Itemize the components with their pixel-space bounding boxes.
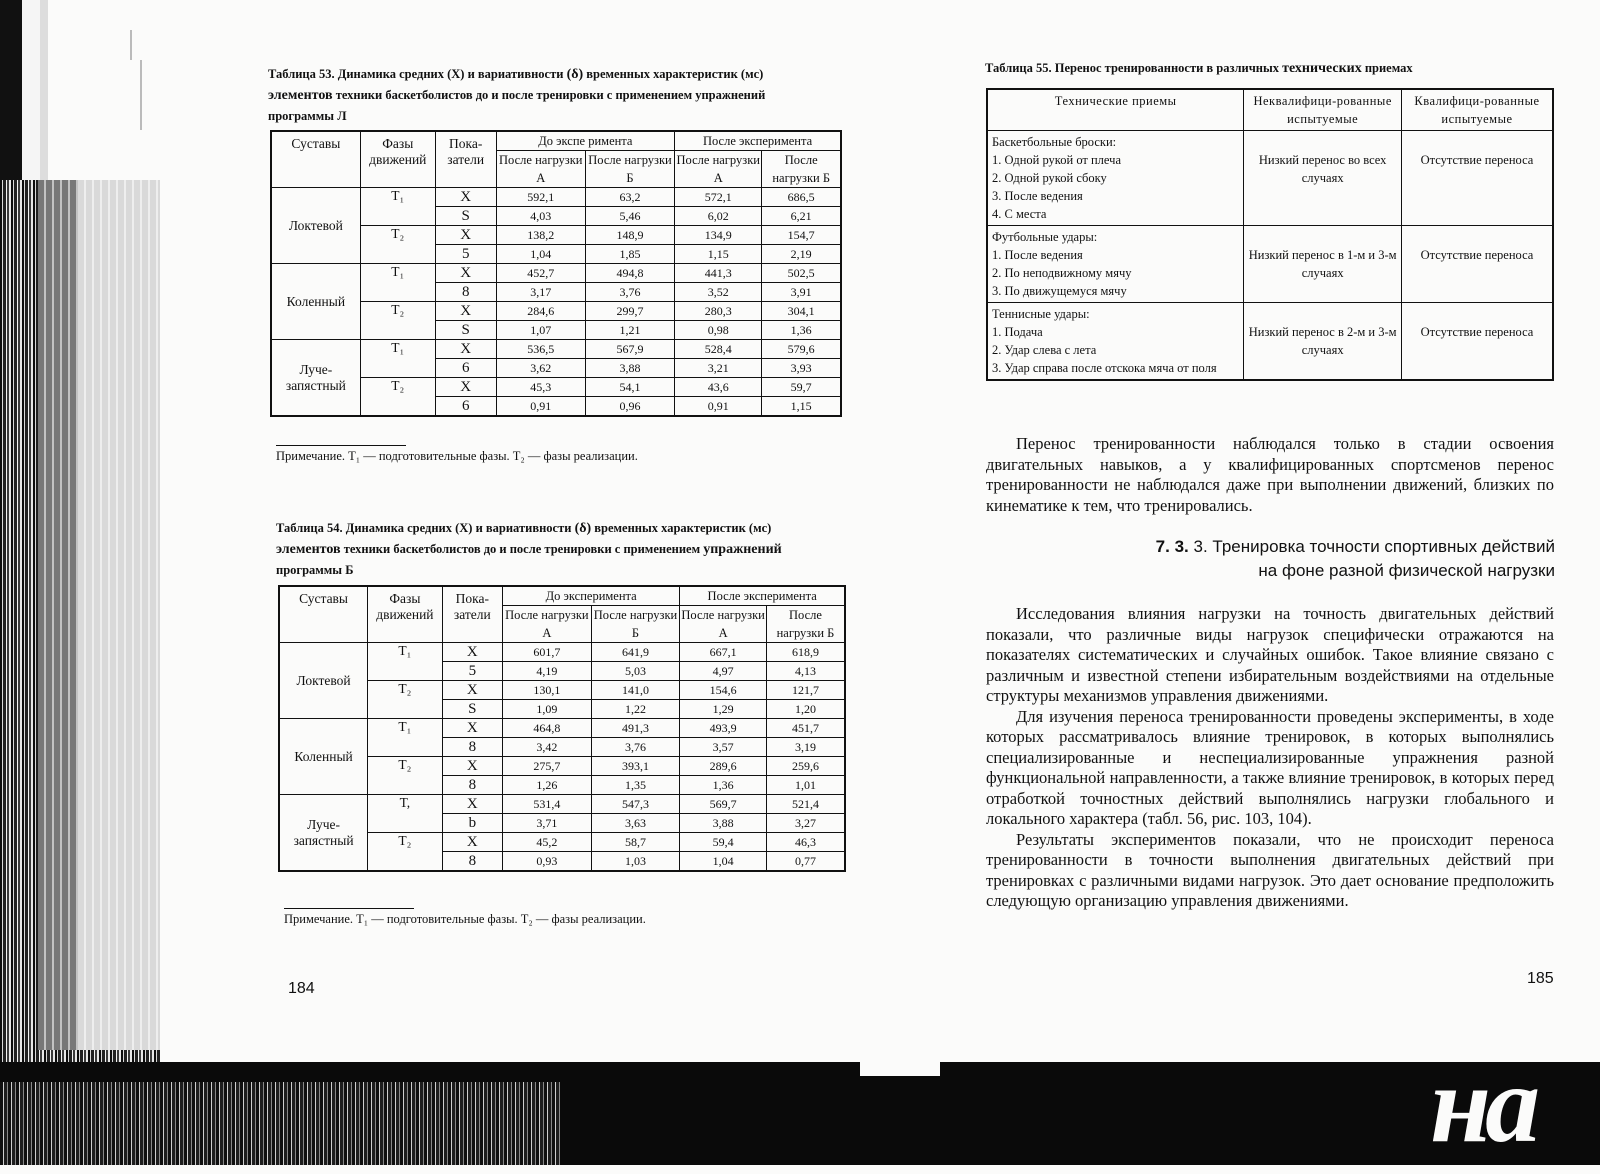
value-cell: 393,1	[591, 757, 680, 776]
value-cell: 528,4	[675, 340, 762, 359]
indicator-cell: X	[435, 188, 496, 207]
technique-item: 3. Удар справа после отскока мяча от поля	[992, 361, 1217, 375]
header-row	[987, 89, 1553, 131]
indicator-cell: X	[435, 302, 496, 321]
value-cell: 0,91	[496, 397, 585, 417]
header-after: После эксперимента	[680, 586, 845, 606]
value-cell: 3,88	[680, 814, 767, 833]
table55-body	[987, 89, 1553, 380]
scan-mark	[130, 30, 132, 60]
table-row	[271, 188, 841, 207]
value-cell: 45,2	[503, 833, 592, 852]
qualified-cell: Отсутствие переноса	[1401, 226, 1553, 303]
value-cell: 3,93	[762, 359, 841, 378]
value-cell: 0,93	[503, 852, 592, 872]
table-row	[279, 643, 845, 662]
indicator-cell: 8	[435, 283, 496, 302]
technique-item: 2. По неподвижному мячу	[992, 266, 1132, 280]
unqualified-cell: Низкий перенос во всех случаях	[1244, 131, 1402, 226]
header-load-a: После нагрузки А	[680, 606, 767, 643]
table-row	[271, 264, 841, 283]
joint-cell: Локтевой	[271, 188, 360, 264]
header-phases: Фазы движений	[360, 131, 435, 188]
value-cell: 2,19	[762, 245, 841, 264]
value-cell: 6,21	[762, 207, 841, 226]
phase-cell: T₂	[368, 757, 443, 795]
value-cell: 1,01	[766, 776, 845, 795]
value-cell: 618,9	[766, 643, 845, 662]
value-cell: 1,36	[762, 321, 841, 340]
table55-caption: Таблица 55. Перенос тренированности в различных технических приемах	[985, 61, 1413, 76]
value-cell: 141,0	[591, 681, 680, 700]
table54-caption: Таблица 54. Динамика средних (X) и вариативности (δ) временных характеристик (мс) элементов техники баскетболистов до и после тренировки с применением упражнений программы Б	[276, 521, 782, 577]
value-cell: 1,15	[675, 245, 762, 264]
header-indicators: Пока-затели	[442, 586, 502, 643]
technique-title: Баскетбольные броски:	[992, 135, 1117, 149]
value-cell: 3,88	[585, 359, 674, 378]
phase-cell: T₁	[360, 340, 435, 378]
value-cell: 3,76	[585, 283, 674, 302]
header-row	[271, 131, 841, 151]
indicator-cell: X	[435, 226, 496, 245]
header-before: До эксперимента	[503, 586, 680, 606]
table53	[270, 130, 842, 417]
value-cell: 1,26	[503, 776, 592, 795]
header-load-a: После нагрузки А	[503, 606, 592, 643]
header-load-b: После нагрузки Б	[585, 151, 674, 188]
phase-cell: T₁	[360, 188, 435, 226]
table-row	[271, 340, 841, 359]
technique-item: 1. После ведения	[992, 248, 1083, 262]
value-cell: 284,6	[496, 302, 585, 321]
value-cell: 641,9	[591, 643, 680, 662]
paragraph-4: Результаты экспериментов показали, что не происходит переноса тренированности в точности выполнения двигательных действий при тренировках с различными видами нагрузок. Это дает основание предположить следующую организацию управления движениями.	[986, 829, 1554, 910]
technique-title: Футбольные удары:	[992, 230, 1098, 244]
indicator-cell: 6	[435, 397, 496, 417]
joint-cell: Луче-запястный	[279, 795, 368, 872]
table-row	[987, 303, 1553, 381]
scan-edge-left	[0, 0, 160, 1165]
value-cell: 1,04	[496, 245, 585, 264]
phase-cell: T₂	[360, 226, 435, 264]
value-cell: 536,5	[496, 340, 585, 359]
value-cell: 3,19	[766, 738, 845, 757]
paragraph-2: Исследования влияния нагрузки на точность двигательных действий показали, что различные виды нагрузок специфически отражаются на показателях систематических и случайных ошибок. Такое влияние связано с различным и известной степени избирательным воздействиями на отдельные структуры механизмов управления движениями.	[986, 604, 1554, 705]
value-cell: 464,8	[503, 719, 592, 738]
header-joints: Суставы	[279, 586, 368, 643]
value-cell: 280,3	[675, 302, 762, 321]
value-cell: 1,29	[680, 700, 767, 719]
value-cell: 1,20	[766, 700, 845, 719]
technique-item: 1. Одной рукой от плеча	[992, 153, 1121, 167]
value-cell: 59,4	[680, 833, 767, 852]
value-cell: 43,6	[675, 378, 762, 397]
value-cell: 1,36	[680, 776, 767, 795]
value-cell: 1,35	[591, 776, 680, 795]
indicator-cell: X	[435, 378, 496, 397]
table55	[986, 88, 1554, 381]
value-cell: 275,7	[503, 757, 592, 776]
table55-header: Квалифици-рованные испытуемые	[1401, 89, 1553, 131]
technique-item: 2. Удар слева с лета	[992, 343, 1097, 357]
value-cell: 3,42	[503, 738, 592, 757]
scan-mark	[140, 60, 142, 130]
paragraph-1: Перенос тренированности наблюдался только в стадии освоения двигательных навыков, а у квалифицированных спортсменов перенос тренированности не наблюдался даже при выполнении движений, близких по кинематике к тем, что тренировались.	[986, 434, 1554, 515]
table-row	[987, 131, 1553, 226]
value-cell: 1,04	[680, 852, 767, 872]
value-cell: 493,9	[680, 719, 767, 738]
indicator-cell: 8	[442, 738, 502, 757]
table53-caption: Таблица 53. Динамика средних (X) и вариативности (δ) временных характеристик (мс) элементов техники баскетболистов до и после тренировки с применением упражнений программы Л	[268, 67, 766, 123]
value-cell: 521,4	[766, 795, 845, 814]
indicator-cell: S	[442, 700, 502, 719]
value-cell: 3,57	[680, 738, 767, 757]
value-cell: 3,17	[496, 283, 585, 302]
header-load-b: После нагрузки Б	[591, 606, 680, 643]
page-number-right: 185	[1527, 970, 1554, 987]
phase-cell: T₂	[368, 681, 443, 719]
value-cell: 154,7	[762, 226, 841, 245]
technique-item: 2. Одной рукой сбоку	[992, 171, 1107, 185]
value-cell: 491,3	[591, 719, 680, 738]
indicator-cell: X	[435, 264, 496, 283]
unqualified-cell: Низкий перенос в 2-м и 3-м случаях	[1244, 303, 1402, 381]
value-cell: 3,21	[675, 359, 762, 378]
value-cell: 441,3	[675, 264, 762, 283]
value-cell: 667,1	[680, 643, 767, 662]
technique-cell	[987, 226, 1244, 303]
scan-edge-bottom	[0, 1043, 1600, 1165]
table53-body	[271, 131, 841, 416]
value-cell: 154,6	[680, 681, 767, 700]
value-cell: 299,7	[585, 302, 674, 321]
value-cell: 46,3	[766, 833, 845, 852]
unqualified-cell: Низкий перенос в 1-м и 3-м случаях	[1244, 226, 1402, 303]
value-cell: 138,2	[496, 226, 585, 245]
header-load-b: После нагрузки Б	[766, 606, 845, 643]
indicator-cell: b	[442, 814, 502, 833]
value-cell: 134,9	[675, 226, 762, 245]
value-cell: 579,6	[762, 340, 841, 359]
joint-cell: Коленный	[279, 719, 368, 795]
table55-header: Неквалифици-рованные испытуемые	[1244, 89, 1402, 131]
value-cell: 502,5	[762, 264, 841, 283]
value-cell: 3,76	[591, 738, 680, 757]
value-cell: 1,21	[585, 321, 674, 340]
value-cell: 601,7	[503, 643, 592, 662]
indicator-cell: X	[442, 643, 502, 662]
value-cell: 592,1	[496, 188, 585, 207]
value-cell: 54,1	[585, 378, 674, 397]
indicator-cell: S	[435, 207, 496, 226]
value-cell: 686,5	[762, 188, 841, 207]
indicator-cell: X	[435, 340, 496, 359]
paragraph-3: Для изучения переноса тренированности проведены эксперименты, в ходе которых рассматривалось влияние тренировок, в которых выполнялись специализированные и неспециализированные упражнения разной функциональной направленности, а также влияние тренировок, в которых перед отработкой точностных действий выполнялись нагрузки глобального и локального характера (табл. 56, рис. 103, 104).	[986, 706, 1554, 828]
value-cell: 0,98	[675, 321, 762, 340]
header-load-b: После нагрузки Б	[762, 151, 841, 188]
value-cell: 1,07	[496, 321, 585, 340]
value-cell: 45,3	[496, 378, 585, 397]
header-before: До экспе римента	[496, 131, 675, 151]
header-joints: Суставы	[271, 131, 360, 188]
joint-cell: Локтевой	[279, 643, 368, 719]
qualified-cell: Отсутствие переноса	[1401, 131, 1553, 226]
value-cell: 3,63	[591, 814, 680, 833]
value-cell: 1,85	[585, 245, 674, 264]
joint-cell: Коленный	[271, 264, 360, 340]
value-cell: 304,1	[762, 302, 841, 321]
value-cell: 3,27	[766, 814, 845, 833]
qualified-cell: Отсутствие переноса	[1401, 303, 1553, 381]
value-cell: 4,03	[496, 207, 585, 226]
value-cell: 5,03	[591, 662, 680, 681]
value-cell: 3,71	[503, 814, 592, 833]
indicator-cell: 8	[442, 852, 502, 872]
table55-header: Технические приемы	[987, 89, 1244, 131]
table54-body	[279, 586, 845, 871]
indicator-cell: 5	[442, 662, 502, 681]
value-cell: 0,91	[675, 397, 762, 417]
indicator-cell: S	[435, 321, 496, 340]
value-cell: 451,7	[766, 719, 845, 738]
table54-note: Примечание. T₁ — подготовительные фазы. T₂ — фазы реализации.	[284, 912, 646, 927]
indicator-cell: X	[442, 833, 502, 852]
phase-cell: T₂	[360, 302, 435, 340]
indicator-cell: X	[442, 681, 502, 700]
header-indicators: Пока-затели	[435, 131, 496, 188]
value-cell: 452,7	[496, 264, 585, 283]
indicator-cell: 5	[435, 245, 496, 264]
technique-item: 3. По движущемуся мячу	[992, 284, 1127, 298]
table-row	[279, 719, 845, 738]
value-cell: 259,6	[766, 757, 845, 776]
technique-cell	[987, 131, 1244, 226]
table-row	[279, 795, 845, 814]
value-cell: 1,09	[503, 700, 592, 719]
phase-cell: T,	[368, 795, 443, 833]
section-heading: 7. 3. 3. Тренировка точности спортивных действий на фоне разной физической нагрузки	[1155, 537, 1555, 580]
indicator-cell: 8	[442, 776, 502, 795]
table-row	[987, 226, 1553, 303]
phase-cell: T₂	[360, 378, 435, 417]
value-cell: 567,9	[585, 340, 674, 359]
joint-cell: Луче-запястный	[271, 340, 360, 417]
phase-cell: T₂	[368, 833, 443, 872]
value-cell: 0,77	[766, 852, 845, 872]
value-cell: 3,62	[496, 359, 585, 378]
value-cell: 58,7	[591, 833, 680, 852]
header-after: После эксперимента	[675, 131, 841, 151]
value-cell: 569,7	[680, 795, 767, 814]
phase-cell: T₁	[360, 264, 435, 302]
table53-note: Примечание. T₁ — подготовительные фазы. T₂ — фазы реализации.	[276, 449, 638, 464]
value-cell: 3,91	[762, 283, 841, 302]
indicator-cell: 6	[435, 359, 496, 378]
value-cell: 0,96	[585, 397, 674, 417]
value-cell: 4,97	[680, 662, 767, 681]
value-cell: 63,2	[585, 188, 674, 207]
technique-item: 1. Подача	[992, 325, 1043, 339]
technique-item: 4. С места	[992, 207, 1047, 221]
value-cell: 572,1	[675, 188, 762, 207]
value-cell: 4,13	[766, 662, 845, 681]
body-paragraphs	[986, 604, 1554, 912]
value-cell: 1,22	[591, 700, 680, 719]
page-number-left: 184	[288, 980, 315, 997]
value-cell: 5,46	[585, 207, 674, 226]
phase-cell: T₁	[368, 719, 443, 757]
phase-cell: T₁	[368, 643, 443, 681]
header-load-a: После нагрузки А	[496, 151, 585, 188]
value-cell: 547,3	[591, 795, 680, 814]
indicator-cell: X	[442, 719, 502, 738]
value-cell: 130,1	[503, 681, 592, 700]
value-cell: 289,6	[680, 757, 767, 776]
value-cell: 1,15	[762, 397, 841, 417]
value-cell: 494,8	[585, 264, 674, 283]
value-cell: 4,19	[503, 662, 592, 681]
indicator-cell: X	[442, 795, 502, 814]
value-cell: 3,52	[675, 283, 762, 302]
table54	[278, 585, 846, 872]
value-cell: 531,4	[503, 795, 592, 814]
value-cell: 59,7	[762, 378, 841, 397]
technique-cell	[987, 303, 1244, 381]
value-cell: 121,7	[766, 681, 845, 700]
value-cell: 1,03	[591, 852, 680, 872]
indicator-cell: X	[442, 757, 502, 776]
scan-fragment-text: на	[1430, 1043, 1535, 1165]
header-phases: Фазы движений	[368, 586, 443, 643]
value-cell: 148,9	[585, 226, 674, 245]
technique-title: Теннисные удары:	[992, 307, 1090, 321]
header-load-a: После нагрузки А	[675, 151, 762, 188]
technique-item: 3. После ведения	[992, 189, 1083, 203]
header-row	[279, 586, 845, 606]
value-cell: 6,02	[675, 207, 762, 226]
